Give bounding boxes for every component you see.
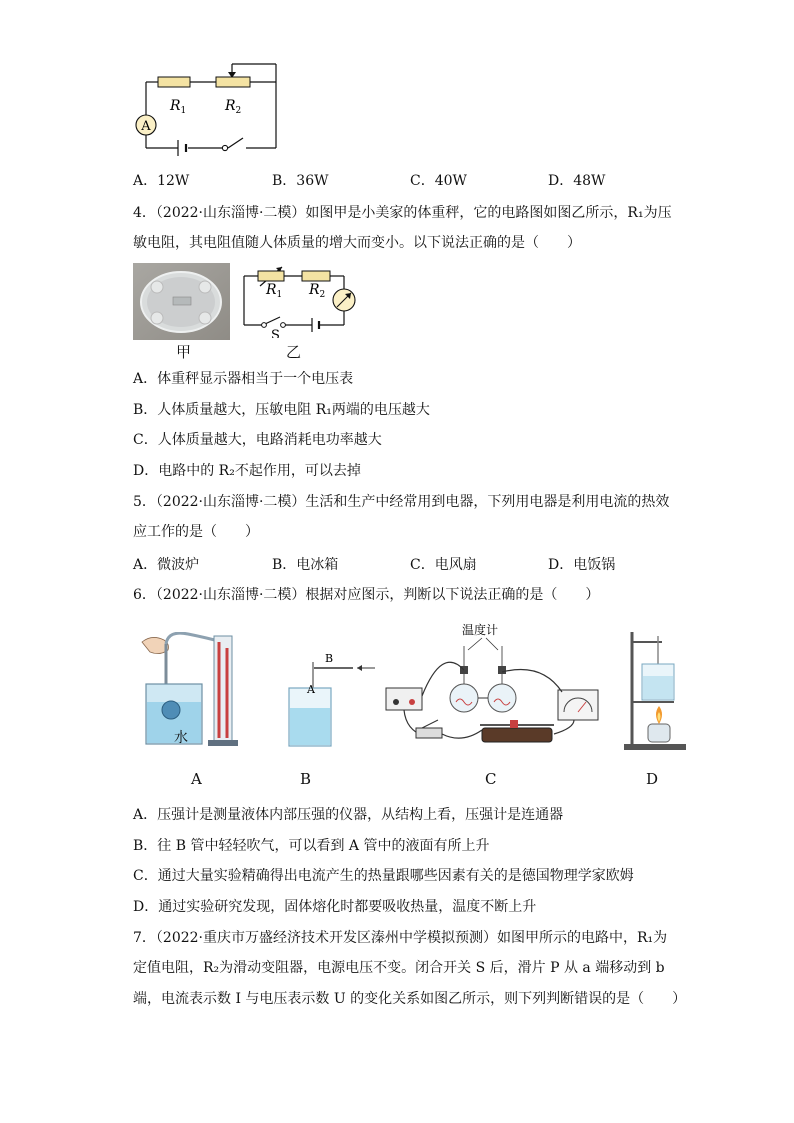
q5-option-c[interactable]: C．电风扇 [410,557,477,573]
q3-option-c[interactable]: C．40W [410,173,467,189]
q6-caption-b: B [300,770,312,788]
q6-figure-d-heating-stand [622,628,692,752]
q5-option-d[interactable]: D．电饭锅 [548,557,616,573]
q4-figure-yi-caption: 乙 [286,343,302,361]
svg-text:R1: $R_1$ [266,282,283,300]
q6-fig-b-label-b: B [325,652,334,665]
q6-figure-b-beaker [283,650,383,750]
svg-text:R2: $R_2$ [225,98,242,116]
q3-r2-label: R [225,98,236,114]
q4-figure-jia-caption: 甲 [176,343,192,361]
svg-text:R2: $R_2$ [309,282,326,300]
q3-circuit-diagram [128,58,288,162]
q5-stem-line-2: 应工作的是（ ） [133,524,259,540]
svg-text:R1: $R_1$ [170,98,187,116]
q6-option-d[interactable]: D．通过实验研究发现，固体熔化时都要吸收热量，温度不断上升 [133,899,537,915]
q7-stem-line-1: 7．（2022·重庆市万盛经济技术开发区溱州中学模拟预测）如图甲所示的电路中，R₁为 [133,930,668,946]
q3-option-a[interactable]: A．12W [133,173,190,189]
q6-caption-c: C [485,770,497,788]
q4-stem-line-1: 4．（2022·山东淄博·二模）如图甲是小美家的体重秤，它的电路图如图乙所示，R₁为压 [133,205,672,221]
q5-option-b[interactable]: B．电冰箱 [272,557,339,573]
q4-scale-photo [133,263,230,340]
q3-r1-label: R [170,98,181,114]
q4-circuit-diagram [236,262,362,338]
q6-figure-a-pressure-gauge [138,632,250,752]
q4-option-b[interactable]: B．人体质量越大，压敏电阻 R₁两端的电压越大 [133,402,430,418]
q6-option-b[interactable]: B．往 B 管中轻轻吹气，可以看到 A 管中的液面有所上升 [133,838,490,854]
q5-stem-line-1: 5．（2022·山东淄博·二模）生活和生产中经常用到电器，下列用电器是利用电流的热效 [133,494,670,510]
q4-option-a[interactable]: A．体重秤显示器相当于一个电压表 [133,371,354,387]
q6-caption-a: A [191,770,202,788]
q6-option-c[interactable]: C．通过大量实验精确得出电流产生的热量跟哪些因素有关的是德国物理学家欧姆 [133,868,634,884]
q6-fig-a-water-label: 水 [174,730,188,746]
q6-stem: 6．（2022·山东淄博·二模）根据对应图示，判断以下说法正确的是（ ） [133,587,600,603]
q4-option-c[interactable]: C．人体质量越大，电路消耗电功率越大 [133,432,382,448]
q4-stem-line-2: 敏电阻，其电阻值随人体质量的增大而变小。以下说法正确的是（ ） [133,235,581,251]
q6-option-a[interactable]: A．压强计是测量液体内部压强的仪器，从结构上看，压强计是连通器 [133,807,564,823]
q6-caption-d: D [646,770,659,788]
q3-option-b[interactable]: B．36W [272,173,329,189]
q4-r1-label: R [266,282,277,298]
q5-option-a[interactable]: A．微波炉 [133,557,200,573]
q3-option-d[interactable]: D．48W [548,173,606,189]
q6-fig-b-label-a: A [307,683,315,696]
q7-stem-line-2: 定值电阻，R₂为滑动变阻器，电源电压不变。闭合开关 S 后，滑片 P 从 a 端移动到 b [133,960,665,976]
q4-r2-label: R [309,282,320,298]
q6-figure-c-circuit-apparatus [382,622,604,754]
q6-thermometer-label: 温度计 [462,623,499,637]
q4-switch-label: S [271,328,280,338]
q3-ammeter-label: A [141,119,151,134]
q4-option-d[interactable]: D．电路中的 R₂不起作用，可以去掉 [133,463,361,479]
q7-stem-line-3: 端，电流表示数 I 与电压表示数 U 的变化关系如图乙所示，则下列判断错误的是（ ） [133,991,687,1007]
